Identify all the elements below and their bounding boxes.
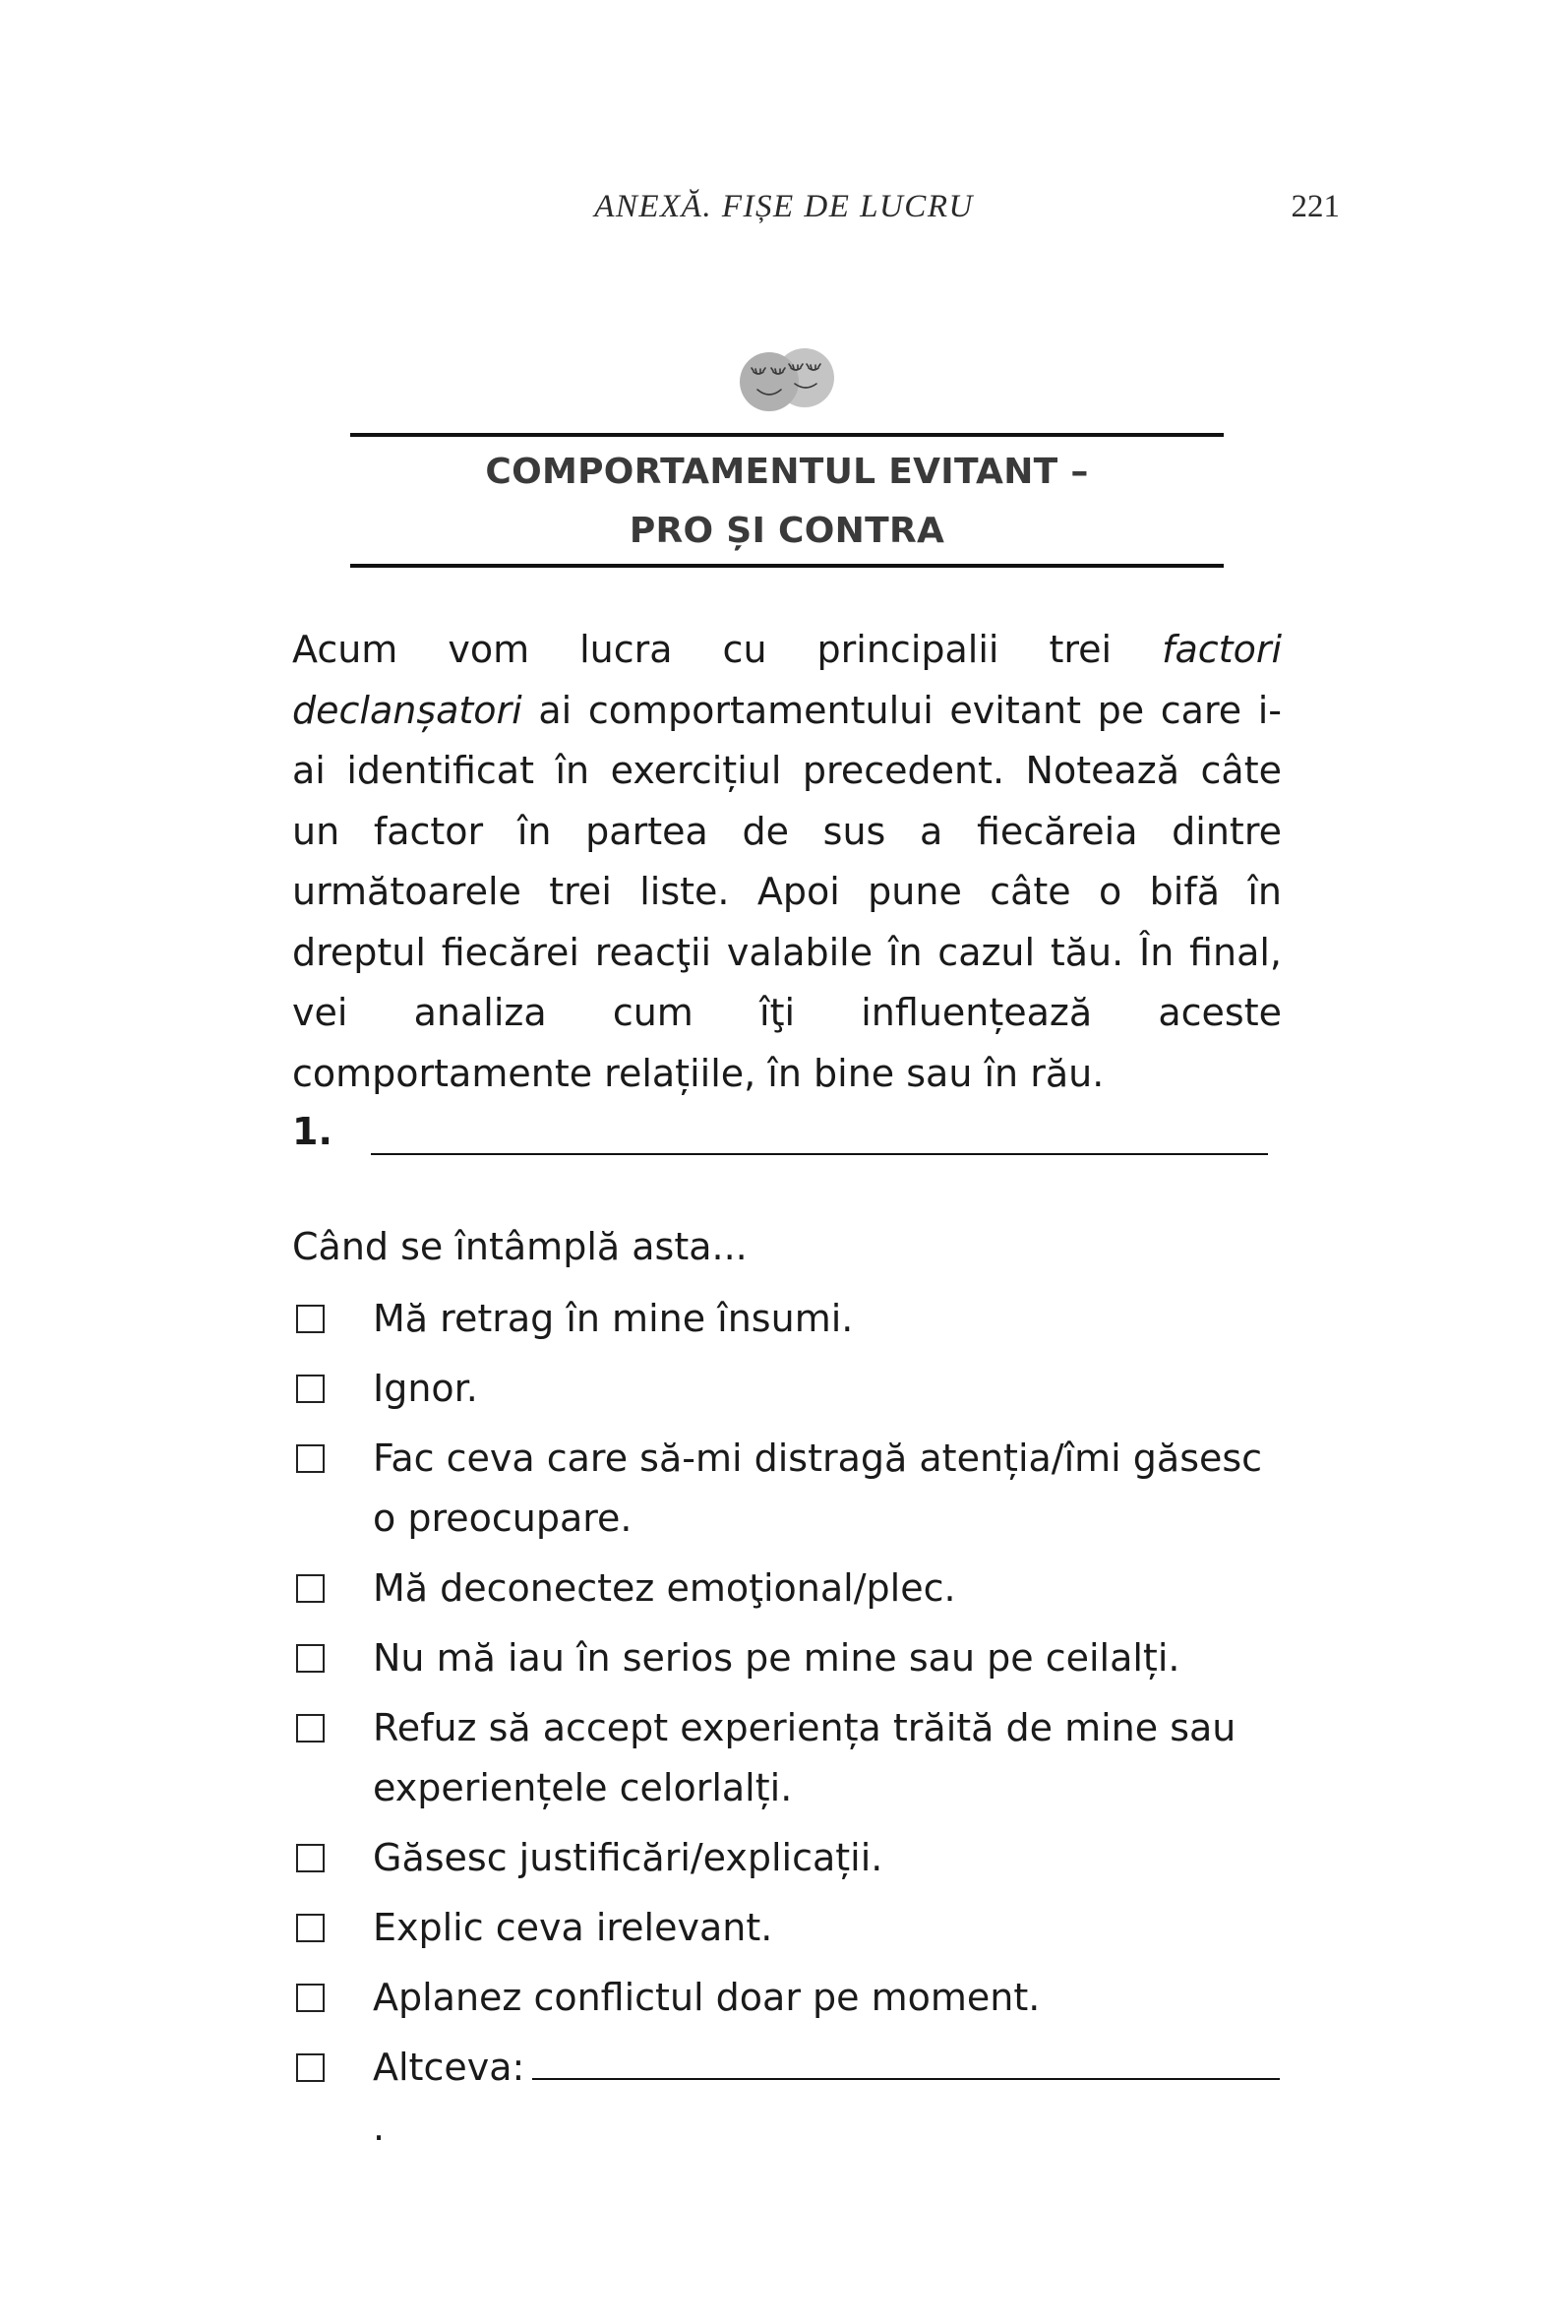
checkbox[interactable] [296,1375,325,1403]
checkbox[interactable] [296,1984,325,2012]
intro-paragraph [292,620,1282,1104]
checklist-item-label: Ignor. [373,1367,478,1410]
other-label: Altceva: [373,2046,525,2089]
reaction-checklist [292,1289,1282,2168]
checkbox[interactable] [296,1914,325,1942]
page-number: 221 [1291,189,1340,224]
intro-text-part-1: Acum vom lucra cu principalii trei [292,628,1163,671]
checkbox[interactable] [296,1644,325,1673]
checklist-item-label: Fac ceva care să-mi distragă atenția/îmi găsesc o preocupare. [373,1437,1263,1540]
checklist-item-label: Aplanez conflictul doar pe moment. [373,1976,1041,2019]
item-number: 1. [292,1110,332,1153]
checklist-item [292,1359,1282,1419]
checkbox[interactable] [296,1574,325,1603]
checkbox[interactable] [296,1844,325,1872]
checklist-item-label: Mă retrag în mine însumi. [373,1297,854,1340]
worksheet-title-line-1: COMPORTAMENTUL EVITANT – [485,452,1089,492]
trigger-item-1 [292,1102,1276,1171]
other-write-in-line[interactable] [532,2078,1280,2080]
checklist-item-label: Găsesc justificări/explicații. [373,1836,883,1879]
checkbox[interactable] [296,1444,325,1473]
checklist-item-label: Refuz să accept experiența trăită de mine sau experiențele celorlalți. [373,1706,1236,1809]
checkbox[interactable] [296,1305,325,1333]
checklist-item [292,1289,1282,1349]
other-end-punctuation: . [373,2106,386,2149]
intro-text-part-2: ai comportamentului evitant pe care i-ai identificat în exercițiul precedent. Notează câte un factor în partea de sus a fiecăreia dintre următoarele trei liste. Apoi pune câte o bifă în dreptul fiecărei reacţii valabile în cazul tău. În final, vei analiza cum îţi influențează aceste comportamente relațiile, în bine sau în rău. [292,688,1282,1095]
heading-top-rule [350,433,1224,437]
reaction-prompt: Când se întâmplă asta... [292,1225,748,1268]
trigger-write-in-line[interactable] [371,1153,1268,1155]
checklist-item-label: Mă deconectez emoţional/plec. [373,1566,956,1610]
checklist-item [292,1628,1282,1688]
checklist-item [292,1698,1282,1818]
running-header [0,189,1568,238]
checklist-item [292,1559,1282,1619]
checklist-item [292,1898,1282,1958]
checklist-item-label: Nu mă iau în serios pe mine sau pe ceilalți. [373,1636,1180,1680]
worksheet-title [350,443,1224,561]
checklist-item [292,1968,1282,2028]
checklist-item-other [292,2038,1282,2158]
checklist-item-label: Explic ceva irelevant. [373,1906,773,1949]
checklist-item [292,1828,1282,1888]
intro-emphasis: factori declanșatori [292,628,1282,732]
checkbox[interactable] [296,2053,325,2082]
running-title: ANEXĂ. FIȘE DE LUCRU [594,189,974,224]
worksheet-title-line-2: PRO ȘI CONTRA [629,511,945,551]
checkbox[interactable] [296,1714,325,1743]
heading-bottom-rule [350,564,1224,568]
two-smiling-faces-icon [728,342,846,413]
checklist-item [292,1429,1282,1549]
